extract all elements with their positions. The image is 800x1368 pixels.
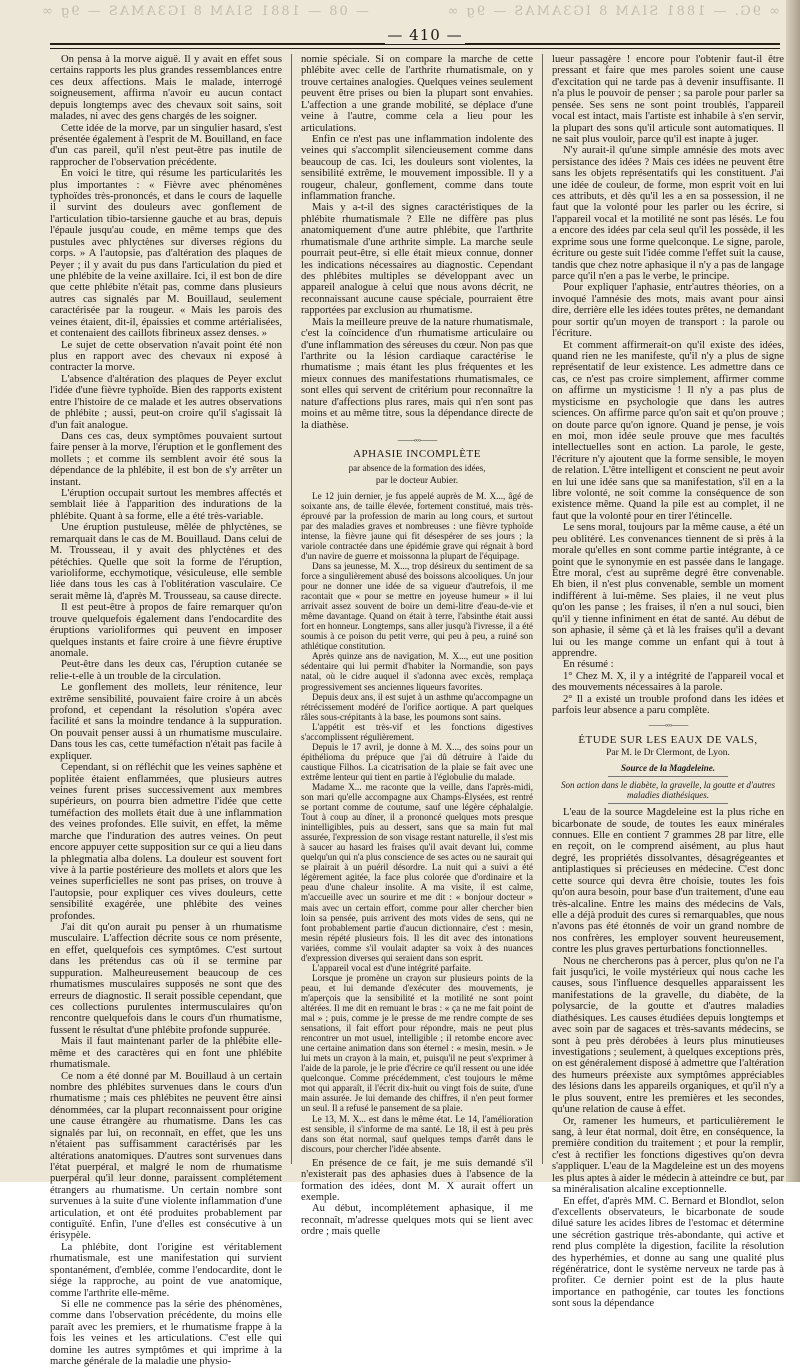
article-author: par le docteur Aubier.	[375, 476, 459, 487]
paragraph: 1° Chez M. X, il y a intégrité de l'appareil vocal et des mouvements nécessaires à la parole.	[552, 670, 784, 694]
paragraph: nomie spéciale. Si on compare la marche de cette phlébite avec celle de l'arthrite rhumatismale, on y trouve certaines analogies. Quelques veines seulement peuvent être prises ou bien la plupart sont envahies. L'affection a une grande mobilité, se déplace d'une veine à l'autre, comme cela a lieu pour les articulations.	[301, 54, 533, 134]
paragraph: N'y aurait-il qu'une simple amnésie des mots avec persistance des idées ? Mais ces idées ne peuvent être sans les objets représentatifs qui les constituent. J'ai une idée de couleur, de forme, mon esprit voit en lui ces attributs, et dès qu'il les a en sa possession, il ne faut que la volonté pour les parler ou les écrire, si l'appareil vocal et la motilité ne sont pas lésés. Le fou a encore des idées par cela seul qu'il les possède, il les exprime sous une forme quelconque. Le signe, parole, écriture ou geste suit l'idée comme l'effet suit la cause, tandis que chez notre aphasique il n'y a pas de langage parce qu'il n'en a pas le verbe, le principe.	[552, 145, 784, 283]
article-title: ÉTUDE SUR LES EAUX DE VALS,	[578, 733, 758, 746]
section-separator: ——◦◦◦——	[397, 434, 437, 445]
paragraph: 2° Il a existé un trouble profond dans les idées et parfois leur absence a paru complète.	[552, 693, 784, 717]
paragraph: Madame X... me raconte que la veille, dans l'après-midi, son mari qu'elle accompagne aux Champs-Élysées, est rentré se portant comme de coutume, sauf une légère céphalalgie. Tout à coup au dîner, il a prononcé quelques mots presque inintelligibles, puis au dessert, sans que sa main fut mal assurée, l'expression de son visage restant naturelle, il s'est mis à saucer au hasard les fraises qu'il avait devant lui, comme quelqu'un qui n'a plus conscience de ses actes ou ne saurait qui se plairait à un puéril désordre. La nuit qui a suivi a été légèrement agitée, la face plus colorée que d'ordinaire et la peau d'une chaleur insolite. A ma visite, il est calme, m'accueille avec un sourire et me dit : « bonjour docteur » mais avec un certain effort, comme pour aller chercher bien loin sa pensée, puis arrivent des mots vides de sens, qui ne font probablement partie d'aucun dictionnaire, c'est : mesin, mesin répété plusieurs fois. Il les dit avec des intonations variées, comme s'il voulait adapter sa voix à des nuances d'expression diverses qui seraient dans son esprit.	[301, 781, 533, 963]
column-divider	[291, 54, 292, 1164]
paragraph: Peut-être dans les deux cas, l'éruption cutanée se relie-t-elle à un trouble de la circulation.	[50, 659, 282, 682]
paragraph: Il est peut-être à propos de faire remarquer qu'on trouve quelquefois également dans l'endocardite des éruptions varioliformes qui peuvent en imposer quelques instants et faire croire à une fièvre éruptive anomale.	[50, 602, 282, 659]
paragraph: L'absence d'altération des plaques de Peyer exclut l'idée d'une fièvre typhoïde. Bien des rapports existent entre l'histoire de ce malade et les autres observations de phlébite ; aussi, peut-on croire qu'il s'agissait là d'un fait analogue.	[50, 373, 282, 431]
column-left	[50, 54, 282, 1368]
article-body	[301, 491, 533, 1154]
paragraph: Nous ne chercherons pas à percer, plus qu'on ne l'a fait jusqu'ici, le voile mystérieux qui nous cache les causes, sous l'influence desquelles apparaissent les manifestations de la gravelle, du diabète, de la polysarcie, de la goutte et d'autres maladies diathésiques. Les causes étudiées depuis longtemps et avec soin par de sagaces et très-savants médecins, se sont à peu près dérobées à leurs plus minutieuses investigations ; seulement, à quelques exceptions près, on est généralement disposé à admettre que l'altération des humeurs préexiste aux symptômes appréciables des lésions dans les appareils organiques, et qu'il n'y a le plus souvent, entre les premières et les secondes, qu'une relation de cause à effet.	[552, 955, 784, 1116]
paragraph: Le gonflement des mollets, leur rénitence, leur extrême sensibilité, pouvaient faire croire à un abcès profond, et cependant la résolution s'opéra avec facilité et sans la moindre tendance à la suppuration. On pouvait penser aussi à un rhumatisme musculaire. Dans tous les cas, cette tuméfaction n'était pas facile à expliquer.	[50, 682, 282, 762]
paragraph: Depuis le 17 avril, je donne à M. X..., des soins pour un épithélioma du prépuce que j'ai dû détruire à l'aide du caustique Filhos. La cicatrisation de la plaie se fait avec une extrême lenteur qui tient en partie à l'églobulie du malade.	[301, 741, 533, 782]
article-subtitle: par absence de la formation des idées,	[348, 462, 486, 473]
article-summary: Son action dans le diabète, la gravelle, la goutte et d'autres maladies diathésiques.	[560, 780, 776, 801]
article-title: APHASIE INCOMPLÈTE	[353, 448, 481, 461]
paragraph: Or, ramener les humeurs, et particulièrement le sang, à leur état normal, doit être, en conséquence, la première condition du traitement ; et pour la remplir, c'est à rectifier les fonctions digestives qu'on devra s'appliquer. L'eau de la Magdeleine est un des moyens les plus aptes à aider le médecin à atteindre ce but, par sa minéralisation alcaline exceptionnelle.	[552, 1115, 784, 1196]
paragraph: Cette idée de la morve, par un singulier hasard, s'est présentée également à l'esprit de M. Bouilland, en face d'un cas pareil, qu'il n'est peut-être pas inutile de rapprocher de l'observation précédente.	[50, 122, 282, 168]
paragraph: Une éruption pustuleuse, mêlée de phlyctènes, se remarquait dans le cas de M. Bouillaud. Dans celui de M. Trousseau, il y avait des phlyctènes et des pétéchies. Quelle que soit la forme de l'éruption, varioliforme, ecchymotique, vésiculeuse, elle semble liée dans tous les cas à l'oblitération vasculaire. Ce serait même là, d'après M. Trousseau, sa cause directe.	[50, 522, 282, 602]
article-subtitle: Source de la Magdeleine.	[621, 762, 715, 773]
paragraph: J'ai dit qu'on aurait pu penser à un rhumatisme musculaire. L'affection décrite sous ce nom présente, en effet, quelquefois ces symptômes. C'est surtout dans les prétendus cas où il se termine par suppuration. Malheureusement beaucoup de ces rhumatismes musculaires supposés ne sont que des erreurs de diagnostic. Il serait possible cependant, que ces collections purulentes intermusculaires qu'on rencontre quelquefois dans le cours d'un rhumatisme, fussent le résultat d'une phlébite profonde suppurée.	[50, 922, 282, 1036]
paragraph: Le sens moral, toujours par la même cause, a été un peu oblitéré. Les convenances tiennent de si près à la morale qu'elles en sont comme partie intégrante, à ce point que le synonymie en est passée dans le langage. Être moral, c'est au suprême degré être convenable. Eh bien, il n'est plus convenable, semble un moment indifférent à lui-même. Ses plaies, il ne veut plus qu'on les panse ; les fraises, il n'en a nul souci, bien qu'il y tienne infiniment en état de santé. Au début de son aphasie, il sème çà et là les fraises qu'il a devant lui ou les mange comme un enfant qui à tout à apprendre.	[552, 522, 784, 659]
paragraph: Après quinze ans de navigation, M. X..., eut une position sédentaire qui lui permit d'habiter la Normandie, son pays natal, où le cidre auquel il s'adonna avec excès, remplaça progressivement ses anciennes liqueurs favorites.	[301, 651, 533, 692]
paragraph: Si elle ne commence pas la série des phénomènes, comme dans l'observation précédente, du moins elle paraît avec les premiers, et le rhumatisme frappe à la fois les veines et les articulations. C'est elle qui domine les autres symptômes et qui imprime à la marche générale de la maladie une physio-	[50, 1298, 282, 1368]
paragraph: Mais il faut maintenant parler de la phlébite elle-même et des caractères qui en font une phlébite rhumatismale.	[50, 1036, 282, 1071]
paragraph: Mais la meilleure preuve de la nature rhumatismale, c'est la coïncidence d'un rhumatisme articulaire ou d'une inflammation des séreuses du cœur. Non pas que l'arthrite ou la lésion cardiaque caractérise le rhumatisme ; mais étant les plus fréquentes et les mieux connues des manifestations rhumatismales, ce sont elles qui servent de critérium pour reconnaître la nature d'affections plus rares, mais qui n'en sont pas moins et au même titre, sous la dépendance directe de la diathèse.	[301, 316, 533, 431]
paragraph: L'eau de la source Magdeleine est la plus riche en bicarbonate de soude, de toutes les eaux minérales connues. Elle en contient 7 grammes 28 par litre, elle en reçoit, on le comprend aisément, au plus haut degré, les propriétés dissolvantes, désagrégeantes et antiplastiques si précieuses en médecine. C'est donc cette source qui devra être choisie, toutes les fois qu'on aura besoin, pour base d'un traitement, d'une eau très-alcaline. Entre les mains des médecins de Vals, elle a déjà produit des cures si remarquables, que nous n'avons pas été étonnés de voir un grand nombre de nos confrères, les employer souvent heureusement, contre les plus graves perturbations fonctionnelles.	[552, 807, 784, 956]
paragraph: Mais y a-t-il des signes caractéristiques de la phlébite rhumatismale ? Elle ne diffère pas plus anatomiquement d'une autre phlébite, que l'arthrite rhumatismale d'une arthrite simple. La marche seule pourrait peut-être, si elle était mieux connue, donner les indications nécessaires au diagnostic. Cependant des phlébites multiples se développant avec un appareil analogue à celui que nous avons décrit, ne reconnaissant aucune cause spéciale, pourraient être rapportées par exclusion au rhumatisme.	[301, 202, 533, 317]
column-middle	[301, 54, 533, 1238]
paragraph: L'appétit est très-vif et les fonctions digestives s'accomplissent régulièrement.	[301, 721, 533, 742]
paragraph: En voici le titre, qui résume les particularités les plus importantes : « Fièvre avec phénomènes typhoïdes très-prononcés, et dans le cours de laquelle il survint des douleurs avec gonflement de l'articulation tibio-tarsienne gauche et au bras, depuis l'épaule jusqu'au coude, en même temps que des pustules avec phlyctènes sur diverses régions du corps. » A l'autopsie, pas d'altération des plaques de Peyer ; il y avait du pus dans l'articulation du pied et une phlébite de la veine axillaire. Ici, il est bon de dire que cette phlébite n'était pas, comme dans plusieurs autres cas signalés par M. Bouillaud, seulement caractérisée par la rougeur. « Mais les parois des veines étaient, dit-il, épaissies et comme artérialisées, et contenaient des caillots fibrineux assez denses. »	[50, 168, 282, 340]
article-author: Par M. le Dr Clermont, de Lyon.	[606, 748, 730, 759]
paragraph: Lorsque je promène un crayon sur plusieurs points de la peau, et lui demande d'exécuter des mouvements, je m'aperçois que la sensibilité et la motilité ne sont point altérées. Il me dit en remuant le bras : « ça ne me fait point de mal » ; puis, comme je le presse de me rendre compte de ses sensations, il fait effort pour répondre, mais ne peut plus rencontrer un mot usuel, intelligible ; il retombe encore avec une certaine animation dans son éternel : « mesin, mesin. » Je lui mets un crayon à la main, et, puisqu'il ne peut s'exprimer à l'aide de la parole, je le prie d'écrire ce qu'il ressent ou une idée quelconque. Comme précédemment, c'est toujours le même mot qui apparaît, il l'écrit dix-huit ou vingt fois de suite, d'une main assurée. Je lui demande des chiffres, il n'en peut former un seul. Il a refusé le pansement de sa plaie.	[301, 972, 533, 1114]
paragraph: L'appareil vocal est d'une intégrité parfaite.	[312, 962, 471, 973]
section-separator: ——◦◦◦——	[648, 720, 688, 731]
bleed-through-right: — 08 — 1881 SIAM 8 IGЗAMAS — 9g ∞	[40, 3, 369, 19]
paragraph: Dans sa jeunesse, M. X..., trop désireux du sentiment de sa force a singulièrement abusé des boissons alcooliques. Un jour pour ne donner une idée de sa vigueur d'autrefois, il me racontait que « pour se mettre en joyeuse humeur » il lui arrivait assez souvent de boire un demi-litre d'eau-de-vie et même davantage. Quand on était à terre, l'absinthe était aussi fort en honneur. Longtemps, sans aller jusqu'à l'ivresse, il a été soumis à ce poison du petit verre, qui peu à peu, a ruiné son athlétique constitution.	[301, 560, 533, 652]
paragraph: En effet, d'après MM. C. Bernard et Blondlot, selon d'excellents observateurs, le bicarbonate de soude dilué sature les acides libres de l'estomac et détermine une sécrétion gastrique très-abondante, qui active et rend plus complète la digestion, facilite la résolution des hyperhémies, et donne au sang une qualité plus régénératrice, dont le système nerveux ne tarde pas à profiter. Ce dernier point est de la plus haute importance en pathogénie, car toutes les fonctions sont sous la dépendance	[552, 1195, 784, 1310]
paragraph: Au début, incomplétement aphasique, il me reconnaît, m'adresse quelques mots qui se lient avec ordre ; mais quelle	[301, 1203, 533, 1238]
paragraph: Enfin ce n'est pas une inflammation indolente des veines qui s'accomplit silencieusement comme dans beaucoup de cas. Ici, les douleurs sont violentes, la sensibilité extrême, le mouvement impossible. Il y a rougeur, chaleur, gonflement, comme dans toute inflammation franche.	[301, 133, 533, 203]
paragraph: lueur passagère ! encore pour l'obtenir faut-il être pressant et faire que mes paroles soient une cause d'excitation qui ne tarde pas à devenir insuffisante. Il n'a plus le pouvoir de penser ; sa parole pour parler sa pensée. Ses sens ne sont point troublés, l'appareil vocal est intact, mais l'artiste est inhabile à s'en servir, la plupart des sons qu'il articule sont automatiques. Il ne sait plus vouloir, parce qu'il est inapte à juger.	[552, 54, 784, 145]
paragraph: Le sujet de cette observation n'avait point été non plus en rapport avec des chevaux ni exposé à contracter la morve.	[50, 339, 282, 374]
paragraph: La phlébite, dont l'origine est véritablement rhumatismale, est une manifestation qui survient spontanément, d'emblée, comme l'endocardite, dont le siége la rapproche, au point de vue anatomique, comme l'arthrite elle-même.	[50, 1241, 282, 1299]
paragraph: En résumé :	[563, 659, 614, 671]
column-right	[552, 54, 784, 1310]
page-number: — 410 —	[385, 26, 465, 44]
paragraph: Dans ces cas, deux symptômes pouvaient surtout faire penser à la morve, l'éruption et le gonflement des mollets ; et comme ils semblent avoir été sous la dépendance de la phlébite, il est bon de s'y arrêter un instant.	[50, 430, 282, 488]
paragraph: Depuis deux ans, il est sujet à un asthme qu'accompagne un rétrécissement modéré de l'orifice aortique. A part quelques râles sous-crépitants à la base, les poumons sont sains.	[301, 691, 533, 722]
paragraph: Cependant, si on réfléchit que les veines saphène et poplitée étaient enflammées, que plusieurs autres veines furent prises successivement aux membres supérieurs, on pourra bien admettre l'idée que cette tuméfaction des mollets était due à une inflammation des veines profondes. Elle suivit, en effet, la même marche que l'induration des autres veines. On peut encore appuyer cette supposition sur ce qui a lieu dans la phlegmatia alba dolens. La douleur est souvent fort vive à la partie postérieure des mollets et alors que les veines superficielles ne sont pas prises, on trouve à l'autopsie, pour expliquer ces vives douleurs, cette sensibilité exagérée, une phlébite des veines profondes.	[50, 762, 282, 922]
page-edge-shadow	[786, 0, 800, 1182]
paragraph: Ce nom a été donné par M. Bouillaud à un certain nombre des phlébites survenues dans le cours d'un rhumatisme ; mais ces phlébites ne peuvent être ainsi dénommées, car la plupart reconnaissent pour origine une cause étrangère au rhumatisme. Dans les cas signalés par lui, on reconnaît, en effet, que les uns n'étaient pas suffisamment caractérisés par les altérations anatomiques. D'autres sont survenues dans l'état puerpéral, et malgré le nom de rhumatisme puerpéral qu'il leur donne, paraissent complétement étrangers au rhumatisme. Un certain nombre sont survenues à la suite d'une violente inflammation d'une articulation, et ont été produites probablement par contiguïté. Enfin, l'une d'elles est consécutive à un érisypèle.	[50, 1070, 282, 1242]
bleed-through-header	[40, 2, 780, 20]
paragraph: Et comment affirmerait-on qu'il existe des idées, quand rien ne les manifeste, qu'il n'y a plus de signe représentatif de leur existence. Les admettre dans ce cas, ce n'est pas croire simplement, affirmer comme on affirme un mysticisme ! Il n'y a pas plus de mysticisme en psychologie que dans les autres sciences. On affirme parce qu'on sait et qu'on prouve ; on doute parce qu'on ignore. Quand je pense, je vois en moi, mon idée seule prouve que mes facultés intellectuelles sont en action. La parole, le geste, l'écriture n'y ajoutent que la forme sensible, le moyen de relation. L'être intelligent et conscient ne peut avoir en lui une idée sans que sa manifestation, s'il en a la libre volonté, ne soit comme la conséquence de son existence même. Quand la pile est au complet, il ne faut que la volonté pour en tirer l'étincelle.	[552, 339, 784, 522]
column-divider	[542, 54, 543, 1164]
text-columns	[50, 54, 784, 1368]
paragraph: On pensa à la morve aiguë. Il y avait en effet sous certains rapports les plus grandes ressemblances entre ces deux affections. Mais le malade, interrogé soigneusement, affirma n'avoir eu aucun contact depuis longtemps avec des chevaux soit sains, soit malades, ni avec des gens chargés de les soigner.	[50, 54, 282, 123]
bleed-through-left: ∞ 9G. — 1881 SIAM 8 IGЗAMAS — 9g ∞	[445, 3, 780, 19]
summary-rule	[608, 803, 728, 804]
paragraph: Le 12 juin dernier, je fus appelé auprès de M. X..., âgé de soixante ans, de taille élevée, fortement constitué, mais très-éprouvé par la profession de marin au long cours, et surtout par des maladies graves et nombreuses : une fièvre typhoïde intense, la fièvre jaune qui fit désespérer de ses jours ; la variole contractée dans une épidémie grave qui régnait à bord d'un navire de guerre et moissonna la plupart de l'équipage.	[301, 490, 533, 561]
paragraph: En présence de ce fait, je me suis demandé s'il n'existerait pas des aphasies dues à l'absence de la formation des idées, dont M. X aurait offert un exemple.	[301, 1157, 533, 1203]
summary-rule	[608, 776, 728, 777]
paragraph: Le 13, M. X... est dans le même état. Le 14, l'amélioration est sensible, il s'informe de ma santé. Le 18, il est à peu près dans son état normal, sauf quelques temps d'arrêt dans le discours, pour chercher l'idée absente.	[301, 1113, 533, 1154]
paragraph: Pour expliquer l'aphasie, entr'autres théories, on a invoqué l'amnésie des mots, mais avant pour ainsi dire, derrière elle les idées toutes prêtes, ne demandant pour sortir qu'un moyen de transport : la parole ou l'écriture.	[552, 282, 784, 340]
paragraph: L'éruption occupait surtout les membres affectés et semblait liée à l'apparition des indurations de la phlébite. Quant à sa forme, elle a été très-variable.	[50, 488, 282, 522]
running-head	[50, 26, 780, 48]
